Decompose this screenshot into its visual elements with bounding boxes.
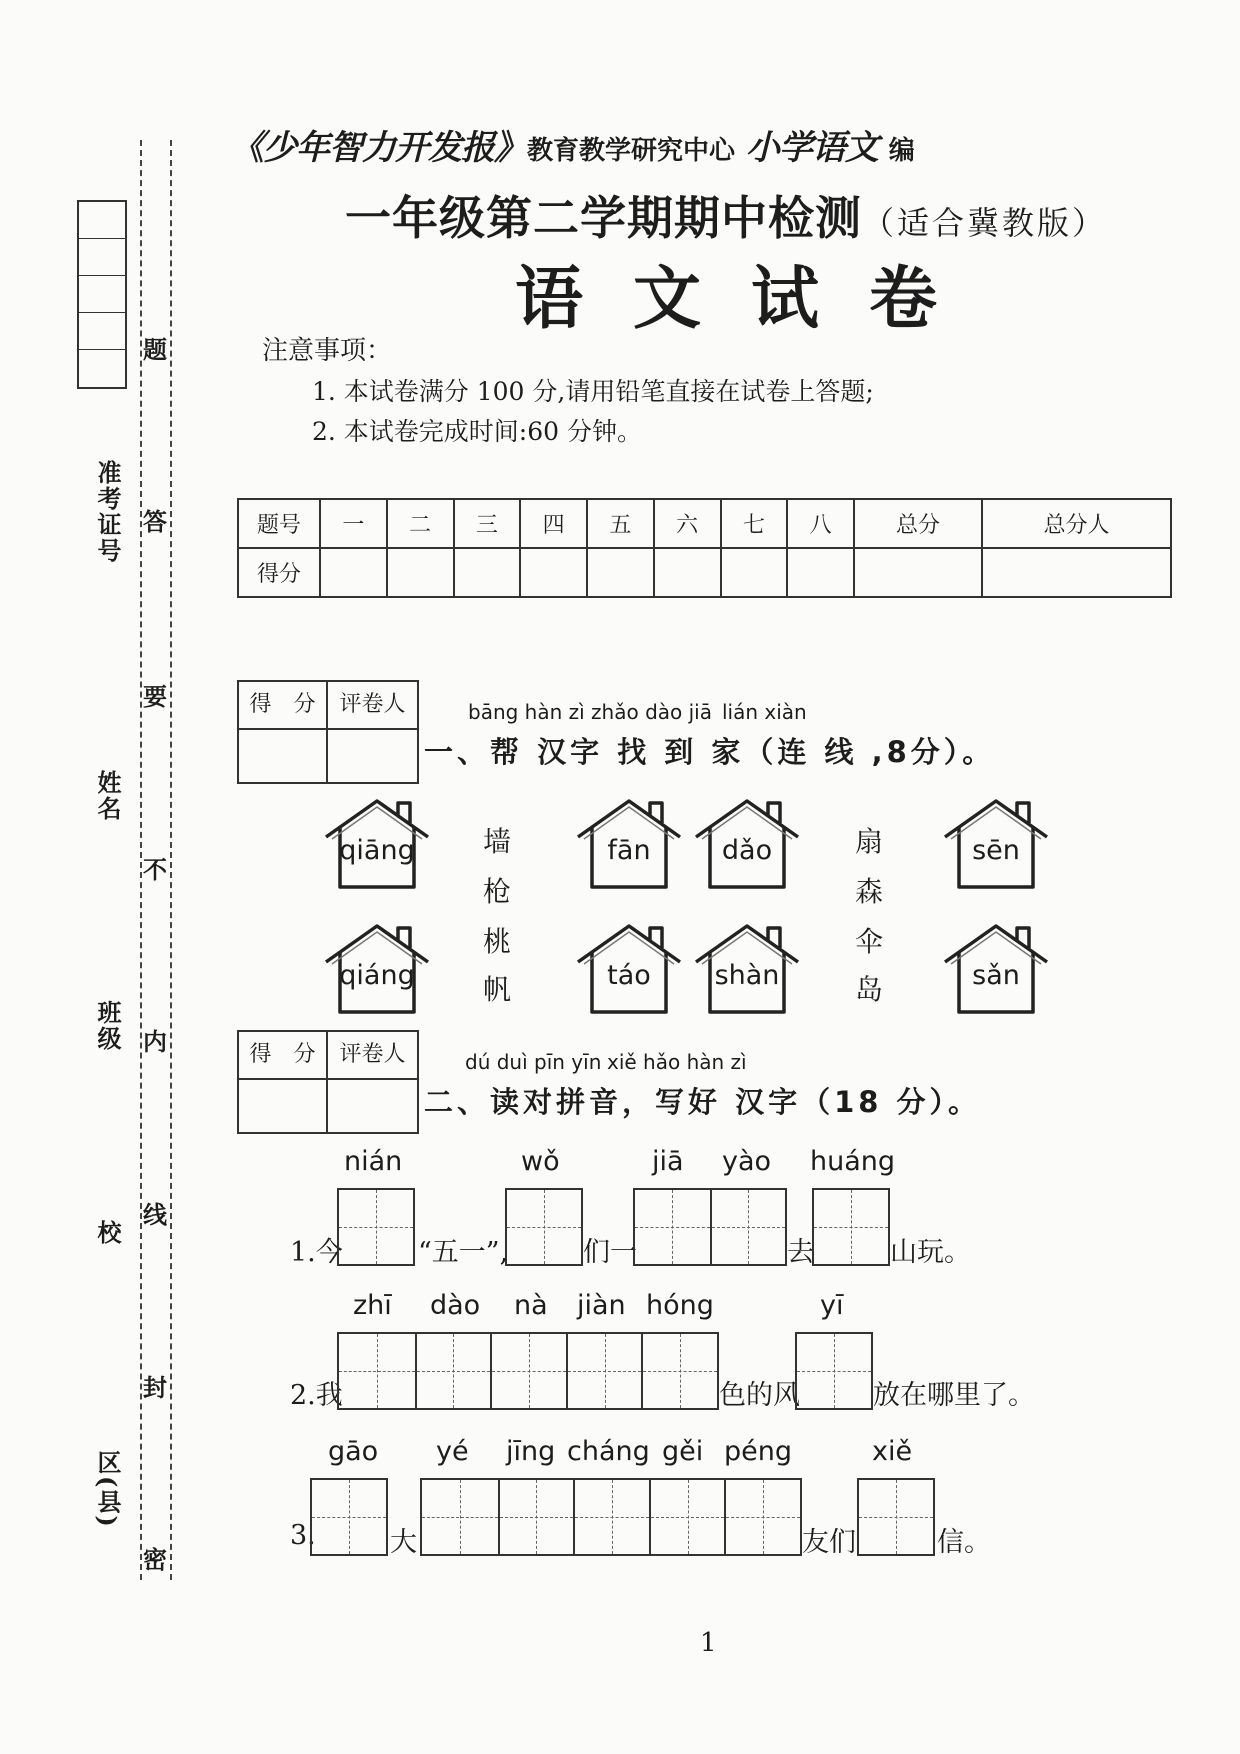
page-number: 1 — [700, 1628, 717, 1658]
section2-title: 二、读对拼音，写好 汉字（18 分）。 — [424, 1085, 982, 1119]
q2-pinyin: dào — [430, 1290, 481, 1321]
q3-pinyin: péng — [724, 1436, 793, 1467]
score-header-cell: 一 — [320, 499, 387, 548]
margin-label-school: 校 — [93, 1220, 122, 1246]
pinyin-house — [318, 920, 436, 1018]
match-char[interactable]: 森 — [855, 875, 884, 908]
note-item: 2. 本试卷完成时间:60 分钟。 — [312, 417, 642, 446]
q1-text: 山玩。 — [890, 1237, 971, 1268]
score-input-cell[interactable] — [454, 548, 521, 597]
match-char[interactable]: 枪 — [483, 875, 512, 908]
q2-text: 2.我 — [290, 1380, 343, 1411]
score-header-cell: 总分 — [854, 499, 982, 548]
house-pinyin: dǎo — [721, 835, 773, 866]
score-row-label: 得分 — [238, 548, 320, 597]
score-header-cell: 五 — [587, 499, 654, 548]
house-pinyin: qiáng — [339, 960, 415, 991]
exam-id-boxes — [77, 200, 127, 389]
section1-pinyin: bāng hàn zì zhǎo dào jiā — [468, 700, 712, 724]
q2-pinyin: hóng — [646, 1290, 714, 1321]
score-input-cell[interactable] — [520, 548, 587, 597]
q2-pinyin: zhī — [353, 1290, 392, 1321]
score-table-header-row — [238, 499, 1171, 548]
q3-pinyin: yé — [436, 1436, 469, 1467]
publisher-center: 教育教学研究中心 — [527, 136, 736, 166]
score-header-cell: 六 — [654, 499, 721, 548]
q1-text: 去 — [787, 1237, 814, 1268]
q1-pinyin: nián — [344, 1146, 403, 1177]
edition-text: （适合冀教版） — [862, 204, 1108, 242]
q1-pinyin: wǒ — [521, 1146, 560, 1177]
margin-label-class: 班级 — [93, 1000, 122, 1052]
writing-grid[interactable] — [795, 1332, 873, 1410]
grader-box-1 — [237, 680, 419, 784]
writing-grid[interactable] — [505, 1188, 583, 1266]
pinyin-house — [937, 795, 1055, 893]
score-input-cell[interactable] — [387, 548, 454, 597]
margin-label-district: 区(县) — [93, 1450, 122, 1529]
writing-grid[interactable] — [337, 1188, 415, 1266]
q1-pinyin: huáng — [810, 1146, 896, 1177]
grader-reviewer-label: 评卷人 — [328, 1032, 417, 1080]
margin-label-exam-id: 准考证号 — [93, 460, 122, 564]
section2-pinyin: dú duì pīn yīn — [465, 1050, 602, 1074]
house-pinyin: qiāng — [339, 835, 415, 866]
match-char[interactable]: 伞 — [855, 925, 884, 958]
house-pinyin: sēn — [972, 835, 1020, 866]
match-char[interactable]: 墙 — [483, 825, 512, 858]
score-header-cell: 七 — [721, 499, 788, 548]
seal-char: 线 — [143, 1200, 167, 1229]
publisher-line — [230, 120, 915, 169]
q2-pinyin: yī — [820, 1290, 844, 1321]
seal-char: 答 — [143, 507, 167, 536]
section2-pinyin: xiě hǎo hàn zì — [607, 1050, 747, 1074]
q1-pinyin: jiā — [652, 1146, 684, 1177]
writing-grid[interactable] — [310, 1478, 388, 1556]
section1-title: 一、帮 汉字 找 到 家（连 线 ,8分）。 — [424, 735, 996, 769]
publisher-subject: 小学语文 — [745, 128, 878, 168]
q3-pinyin: jīng — [506, 1436, 556, 1467]
seal-char: 要 — [143, 682, 167, 711]
pinyin-house — [570, 795, 688, 893]
q3-text: 友们 — [802, 1527, 856, 1558]
q2-text: 放在哪里了。 — [873, 1380, 1035, 1411]
score-input-cell[interactable] — [721, 548, 788, 597]
score-header-cell: 八 — [787, 499, 854, 548]
notes-heading: 注意事项： — [262, 336, 393, 366]
binding-line-inner — [170, 140, 172, 1580]
q1-text: “五一”, — [418, 1237, 509, 1268]
q1-text: 1.今 — [290, 1237, 343, 1268]
exam-subtitle — [345, 182, 1107, 248]
score-table — [237, 498, 1172, 598]
score-input-cell[interactable] — [854, 548, 982, 597]
score-input-cell[interactable] — [587, 548, 654, 597]
q3-pinyin: xiě — [872, 1436, 913, 1467]
seal-char: 题 — [143, 335, 167, 364]
score-header-cell: 二 — [387, 499, 454, 548]
writing-grid[interactable] — [812, 1188, 890, 1266]
house-pinyin: sǎn — [972, 960, 1020, 991]
section1-pinyin: lián xiàn — [722, 700, 807, 724]
binding-line-outer — [140, 140, 142, 1580]
score-input-cell[interactable] — [654, 548, 721, 597]
score-header-cell: 总分人 — [982, 499, 1171, 548]
seal-char: 封 — [143, 1373, 167, 1402]
margin-label-name: 姓名 — [93, 770, 122, 822]
q3-text: 信。 — [937, 1527, 991, 1558]
subtitle-text: 一年级第二学期期中检测 — [345, 191, 862, 245]
page-title: 语文试卷 — [515, 259, 988, 339]
pinyin-house — [318, 795, 436, 893]
score-header-cell: 题号 — [238, 499, 320, 548]
score-input-cell[interactable] — [320, 548, 387, 597]
grader-score-cell[interactable] — [239, 1080, 328, 1132]
q2-pinyin: nà — [514, 1290, 548, 1321]
q3-text: 3. — [290, 1520, 316, 1551]
q3-pinyin: gāo — [328, 1436, 379, 1467]
note-item: 1. 本试卷满分 100 分,请用铅笔直接在试卷上答题; — [312, 377, 874, 406]
score-header-cell: 三 — [454, 499, 521, 548]
publisher-edit: 编 — [888, 136, 915, 166]
grader-score-label: 得 分 — [239, 1032, 328, 1080]
grader-box-2 — [237, 1030, 419, 1134]
writing-grid[interactable] — [857, 1478, 935, 1556]
pinyin-house — [570, 920, 688, 1018]
seal-char: 密 — [143, 1545, 167, 1574]
writing-grid[interactable] — [420, 1478, 802, 1556]
pinyin-house — [688, 920, 806, 1018]
pinyin-house — [937, 920, 1055, 1018]
grader-score-label: 得 分 — [239, 682, 328, 730]
publisher-brand: 《少年智力开发报》 — [230, 128, 527, 168]
house-pinyin: táo — [607, 960, 651, 991]
match-char[interactable]: 岛 — [855, 973, 884, 1006]
house-pinyin: shàn — [714, 960, 780, 991]
match-char[interactable]: 桃 — [483, 925, 512, 958]
q3-pinyin: gěi — [662, 1436, 704, 1467]
pinyin-house — [688, 795, 806, 893]
writing-grid[interactable] — [337, 1332, 719, 1410]
q1-text: 们一 — [583, 1237, 637, 1268]
q1-pinyin: yào — [722, 1146, 772, 1177]
score-input-cell[interactable] — [982, 548, 1171, 597]
score-input-cell[interactable] — [787, 548, 854, 597]
q2-pinyin: jiàn — [577, 1290, 626, 1321]
match-char[interactable]: 扇 — [855, 825, 884, 858]
q3-text: 大 — [390, 1527, 417, 1558]
score-table-row — [238, 548, 1171, 597]
q2-text: 色的风 — [719, 1380, 800, 1411]
seal-char: 不 — [143, 855, 167, 884]
grader-reviewer-label: 评卷人 — [328, 682, 417, 730]
seal-char: 内 — [143, 1027, 167, 1056]
match-char[interactable]: 帆 — [483, 973, 512, 1006]
q3-pinyin: cháng — [567, 1436, 650, 1467]
grader-score-cell[interactable] — [239, 730, 328, 782]
writing-grid[interactable] — [633, 1188, 787, 1266]
score-header-cell: 四 — [520, 499, 587, 548]
house-pinyin: fān — [607, 835, 651, 866]
